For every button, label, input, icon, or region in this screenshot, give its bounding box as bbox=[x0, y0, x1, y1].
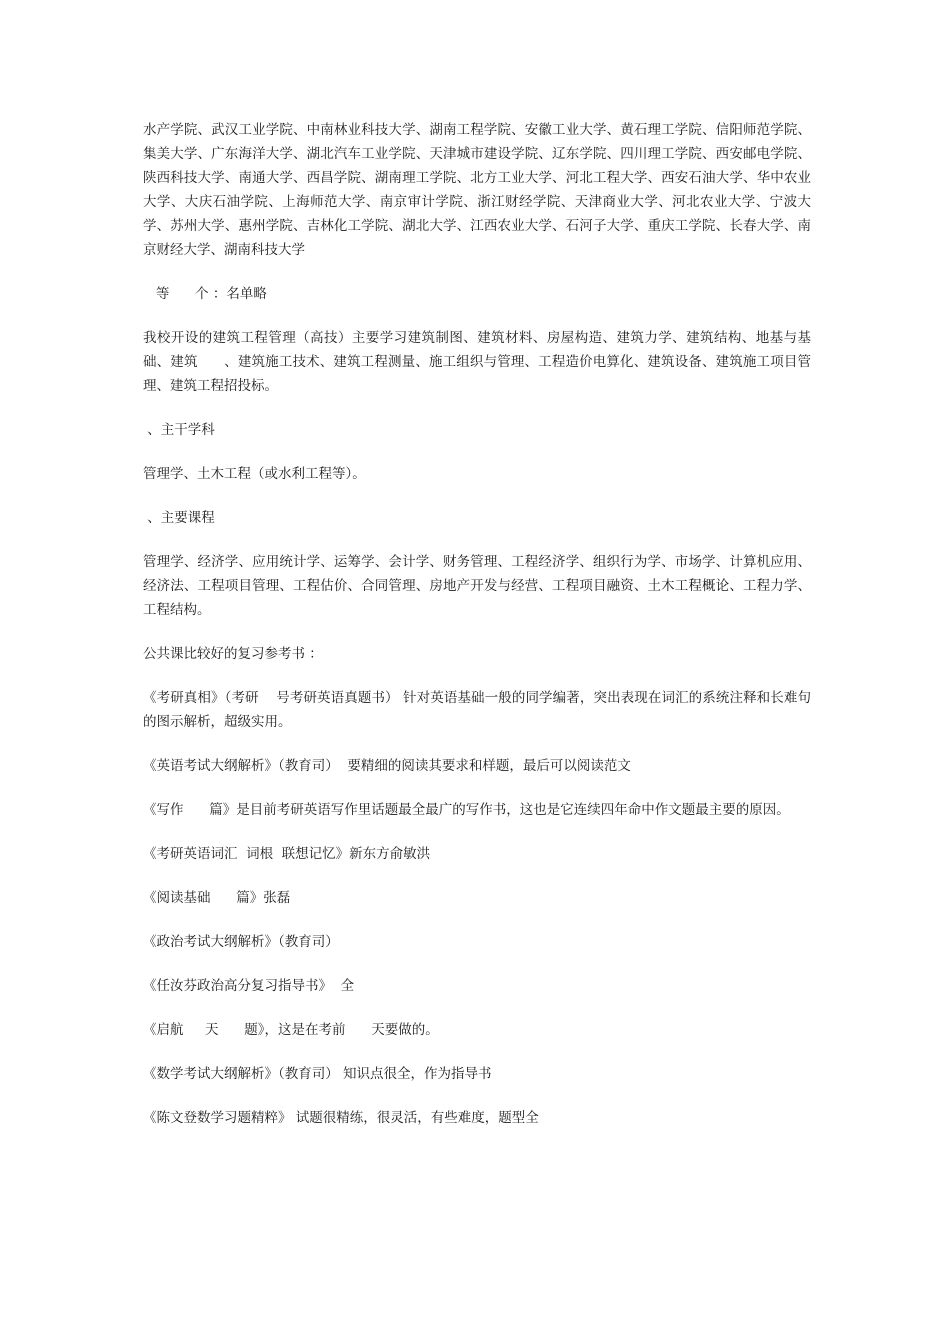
reference-book-item: 《数学考试大纲解析》（教育司） 知识点很全，作为指导书 bbox=[143, 1066, 492, 1082]
reference-book-item: 《考研英语词汇 词根 联想记忆》新东方俞敏洪 bbox=[143, 846, 431, 862]
reference-book-item: 《陈文登数学习题精粹》 试题很精练，很灵活，有些难度，题型全 bbox=[143, 1110, 539, 1126]
school-list-paragraph: 水产学院、武汉工业学院、中南林业科技大学、湖南工程学院、安徽工业大学、黄石理工学院、信阳师范学院、集美大学、广东海洋大学、湖北汽车工业学院、天津城市建设学院、辽东学院、四川理工学院、西安邮电学院、陕西科技大学、南通大学、西昌学院、湖南理工学院、北方工业大学、河北工程大学、西安石油大学、华中农业大学、大庆石油学院、上海师范大学、南京审计学院、浙江财经学院、天津商业大学、河北农业大学、宁波大学、苏州大学、惠州学院、吉林化工学院、湖北大学、江西农业大学、石河子大学、重庆工学院、长春大学、南京财经大学、湖南科技大学 bbox=[143, 122, 811, 258]
document-page bbox=[143, 118, 811, 1150]
reference-book-item: 《政治考试大纲解析》（教育司） bbox=[143, 934, 339, 950]
reference-books-heading: 公共课比较好的复习参考书 ： bbox=[143, 646, 323, 662]
reference-book-item: 《阅读基础 篇》张磊 bbox=[143, 890, 291, 906]
reference-book-item: 《任汝芬政治高分复习指导书》 全 bbox=[143, 978, 355, 994]
section-heading-main-courses: 、主要课程 bbox=[143, 510, 215, 526]
reference-book-item: 《写作 篇》是目前考研英语写作里话题最全最广的写作书，这也是它连续四年命中作文题最主要的原因。 bbox=[143, 802, 790, 818]
list-omitted-note: 等 个 ：名单略 bbox=[143, 286, 267, 302]
reference-book-item: 《启航 天 题》，这是在考前 天要做的。 bbox=[143, 1022, 439, 1038]
program-intro-paragraph: 我校开设的建筑工程管理（高技）主要学习建筑制图、建筑材料、房屋构造、建筑力学、建筑结构、地基与基础、建筑 、建筑施工技术、建筑工程测量、施工组织与管理、工程造价电算化、建筑设备、建筑施工项目管理、建筑工程招投标。 bbox=[143, 330, 811, 394]
reference-book-item: 《英语考试大纲解析》（教育司） 要精细的阅读其要求和样题，最后可以阅读范文 bbox=[143, 758, 631, 774]
main-courses-text: 管理学、经济学、应用统计学、运筹学、会计学、财务管理、工程经济学、组织行为学、市场学、计算机应用、经济法、工程项目管理、工程估价、合同管理、房地产开发与经营、工程项目融资、土木工程概论、工程力学、工程结构。 bbox=[143, 554, 811, 618]
main-disciplines-text: 管理学、土木工程（或水利工程等）。 bbox=[143, 466, 366, 482]
reference-book-item: 《考研真相》（考研 号考研英语真题书） 针对英语基础一般的同学编著，突出表现在词汇的系统注释和长难句的图示解析，超级实用。 bbox=[143, 690, 811, 730]
section-heading-main-disciplines: 、主干学科 bbox=[143, 422, 215, 438]
